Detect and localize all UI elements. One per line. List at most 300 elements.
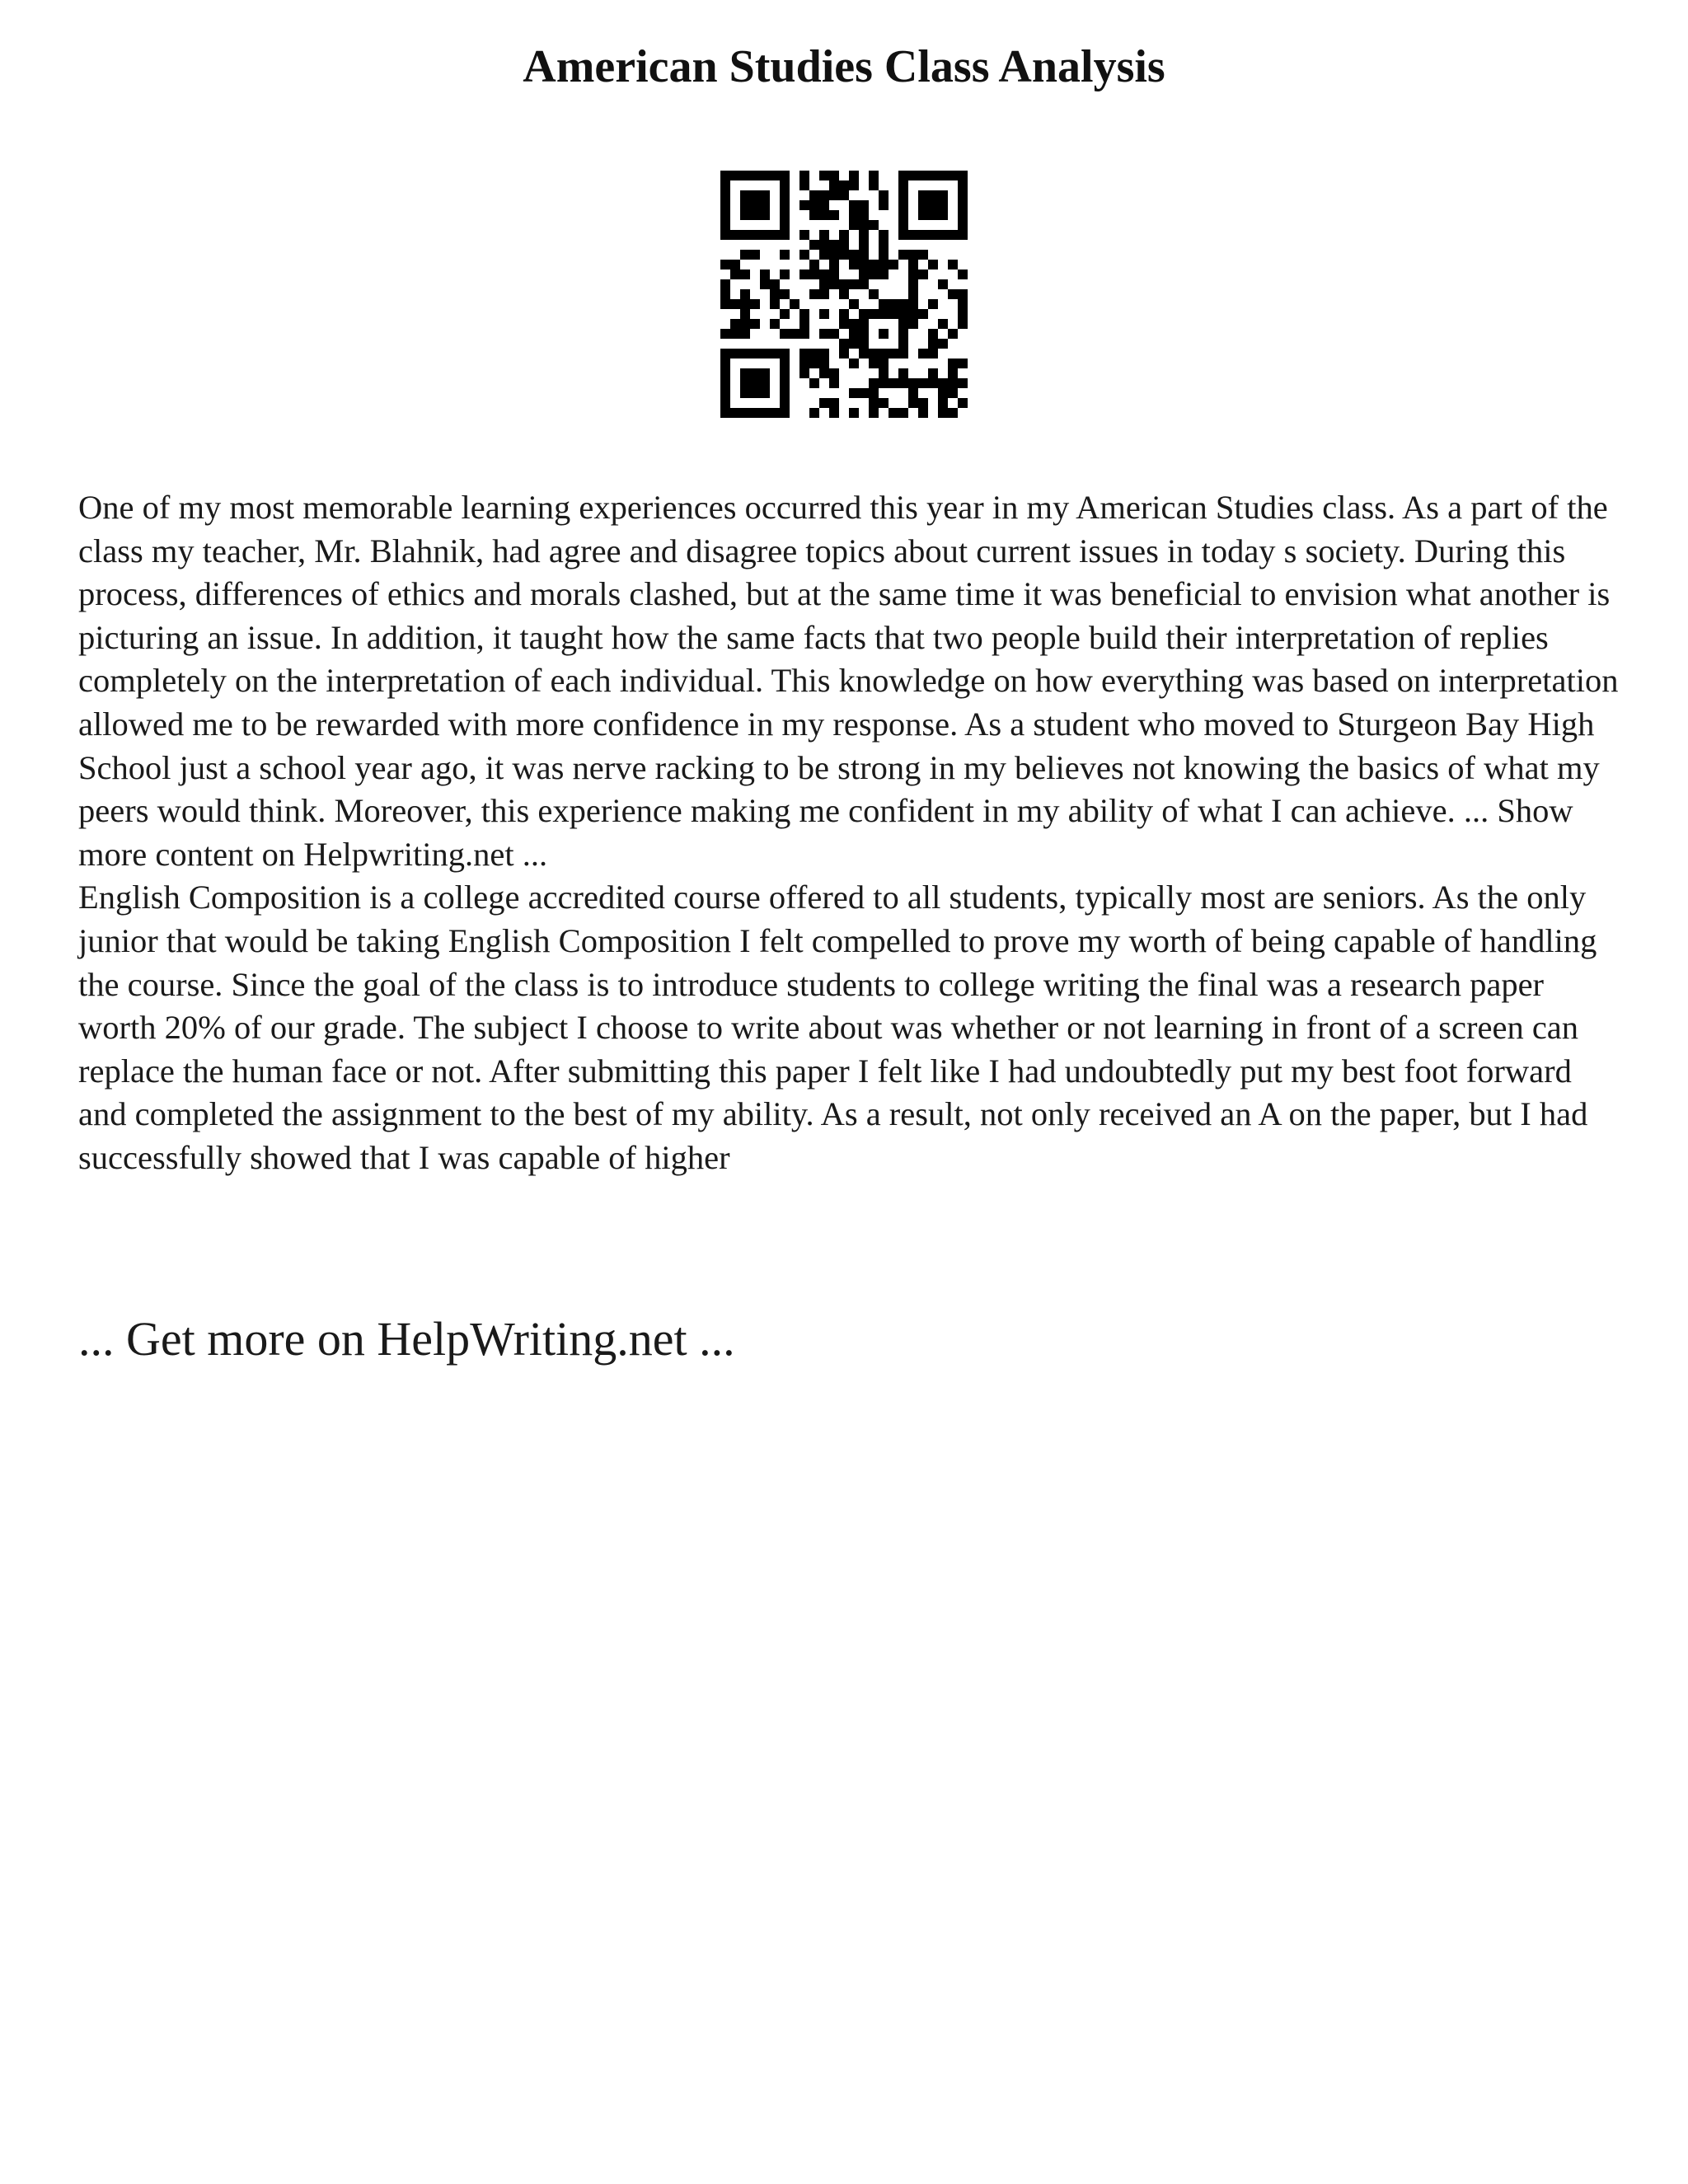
qr-module xyxy=(809,200,819,210)
qr-module xyxy=(898,299,908,309)
qr-module xyxy=(780,378,790,388)
qr-module xyxy=(948,368,958,378)
qr-module xyxy=(879,299,889,309)
qr-module xyxy=(750,190,760,200)
qr-module xyxy=(730,299,740,309)
qr-module xyxy=(879,269,889,279)
qr-module xyxy=(819,240,829,250)
qr-module xyxy=(760,378,770,388)
qr-module xyxy=(720,230,730,240)
qr-module xyxy=(829,368,839,378)
qr-module xyxy=(780,220,790,230)
qr-module xyxy=(720,260,730,269)
page-title: American Studies Class Analysis xyxy=(523,41,1165,92)
qr-module xyxy=(928,171,938,180)
paragraph: English Composition is a college accredited course offered to all students, typically most are seniors. As the only junior that would be taking English Composition I felt compelled to prove my worth of being capable of handling the course. Since the goal of the class is to introduce students to college writing the final was a research paper worth 20% of our grade. The subject I choose to write about was whether or not learning in front of a screen can replace the human face or not. After submitting this paper I felt like I had undoubtedly put my best foot forward and completed the assignment to the best of my ability. As a result, not only received an A on the paper, but I had successfully showed that I was capable of higher xyxy=(78,879,1597,1176)
qr-module xyxy=(740,299,750,309)
qr-module xyxy=(908,269,918,279)
qr-module xyxy=(928,210,938,220)
qr-module xyxy=(720,368,730,378)
qr-module xyxy=(898,349,908,359)
qr-module xyxy=(839,250,849,260)
qr-module xyxy=(760,190,770,200)
qr-module xyxy=(720,329,730,339)
qr-module xyxy=(879,398,889,408)
qr-module xyxy=(928,349,938,359)
qr-module xyxy=(760,349,770,359)
qr-module xyxy=(780,368,790,378)
qr-module xyxy=(750,368,760,378)
qr-module xyxy=(898,200,908,210)
qr-module xyxy=(869,408,879,418)
qr-module xyxy=(938,230,948,240)
qr-module xyxy=(799,329,809,339)
qr-module xyxy=(780,180,790,190)
qr-module xyxy=(730,329,740,339)
qr-module xyxy=(750,408,760,418)
qr-module xyxy=(879,260,889,269)
qr-module xyxy=(898,171,908,180)
qr-module xyxy=(780,190,790,200)
qr-module xyxy=(740,329,750,339)
qr-module xyxy=(740,378,750,388)
qr-module xyxy=(898,329,908,339)
qr-module xyxy=(839,230,849,240)
qr-module xyxy=(819,279,829,289)
qr-module xyxy=(740,200,750,210)
qr-module xyxy=(879,349,889,359)
get-more-link[interactable]: ... Get more on HelpWriting.net ... xyxy=(78,1312,735,1366)
qr-module xyxy=(740,368,750,378)
qr-module xyxy=(760,279,770,289)
qr-module xyxy=(819,230,829,240)
qr-module xyxy=(849,388,859,398)
qr-module xyxy=(760,388,770,398)
qr-module xyxy=(889,260,898,269)
qr-module xyxy=(908,398,918,408)
qr-module xyxy=(869,359,879,368)
qr-module xyxy=(908,388,918,398)
qr-module xyxy=(958,230,968,240)
qr-module xyxy=(879,250,889,260)
qr-module xyxy=(799,230,809,240)
qr-module xyxy=(799,309,809,319)
qr-module xyxy=(859,230,869,240)
qr-module xyxy=(829,240,839,250)
qr-module xyxy=(898,408,908,418)
qr-module xyxy=(809,210,819,220)
qr-module xyxy=(889,299,898,309)
qr-module xyxy=(790,329,799,339)
qr-module xyxy=(819,269,829,279)
qr-module xyxy=(770,171,780,180)
qr-module xyxy=(829,210,839,220)
qr-module xyxy=(958,319,968,329)
qr-module xyxy=(908,289,918,299)
qr-module xyxy=(849,220,859,230)
qr-module xyxy=(720,388,730,398)
qr-module xyxy=(829,398,839,408)
qr-module xyxy=(938,408,948,418)
qr-module xyxy=(849,180,859,190)
qr-module xyxy=(720,180,730,190)
qr-module xyxy=(780,171,790,180)
qr-module xyxy=(780,250,790,260)
qr-module xyxy=(730,269,740,279)
qr-module xyxy=(780,388,790,398)
qr-module xyxy=(889,349,898,359)
qr-module xyxy=(720,289,730,299)
qr-module xyxy=(879,329,889,339)
qr-module xyxy=(918,398,928,408)
qr-module xyxy=(829,378,839,388)
qr-module xyxy=(859,279,869,289)
qr-module xyxy=(879,359,889,368)
qr-module xyxy=(809,378,819,388)
qr-module xyxy=(849,339,859,349)
qr-module xyxy=(948,171,958,180)
qr-module xyxy=(839,349,849,359)
qr-module xyxy=(720,349,730,359)
qr-module xyxy=(720,398,730,408)
qr-module xyxy=(869,180,879,190)
qr-module xyxy=(829,279,839,289)
qr-module xyxy=(898,230,908,240)
qr-module xyxy=(879,309,889,319)
qr-module xyxy=(770,349,780,359)
qr-module xyxy=(859,240,869,250)
qr-module xyxy=(948,230,958,240)
qr-module xyxy=(819,289,829,299)
qr-module xyxy=(958,398,968,408)
qr-module xyxy=(908,319,918,329)
qr-module xyxy=(720,200,730,210)
qr-module xyxy=(938,171,948,180)
qr-module xyxy=(770,408,780,418)
qr-module xyxy=(740,190,750,200)
qr-module xyxy=(948,378,958,388)
qr-module xyxy=(849,408,859,418)
qr-module xyxy=(889,408,898,418)
qr-module xyxy=(869,220,879,230)
qr-module xyxy=(908,299,918,309)
qr-module xyxy=(740,269,750,279)
qr-module xyxy=(918,171,928,180)
qr-module xyxy=(760,200,770,210)
qr-module xyxy=(849,260,859,269)
qr-module xyxy=(829,171,839,180)
qr-module xyxy=(839,309,849,319)
qr-module xyxy=(958,180,968,190)
qr-module xyxy=(799,349,809,359)
qr-code-icon xyxy=(720,171,968,418)
qr-module xyxy=(799,180,809,190)
qr-module xyxy=(740,250,750,260)
qr-module xyxy=(938,339,948,349)
qr-module xyxy=(770,319,780,329)
qr-module xyxy=(819,398,829,408)
qr-module xyxy=(760,210,770,220)
qr-module xyxy=(938,190,948,200)
qr-module xyxy=(958,378,968,388)
qr-module xyxy=(819,171,829,180)
qr-module xyxy=(780,349,790,359)
qr-module xyxy=(938,398,948,408)
qr-module xyxy=(760,368,770,378)
qr-module xyxy=(819,349,829,359)
qr-module xyxy=(948,260,958,269)
qr-module xyxy=(799,368,809,378)
qr-module xyxy=(958,359,968,368)
qr-module xyxy=(849,359,859,368)
qr-module xyxy=(869,398,879,408)
qr-module xyxy=(849,279,859,289)
qr-module xyxy=(770,279,780,289)
qr-module xyxy=(829,269,839,279)
qr-module xyxy=(859,339,869,349)
qr-module xyxy=(928,200,938,210)
qr-module xyxy=(958,289,968,299)
qr-module xyxy=(928,339,938,349)
qr-module xyxy=(780,289,790,299)
qr-module xyxy=(720,299,730,309)
qr-module xyxy=(740,388,750,398)
qr-module xyxy=(908,378,918,388)
qr-module xyxy=(770,230,780,240)
qr-module xyxy=(839,289,849,299)
qr-module xyxy=(819,210,829,220)
qr-module xyxy=(898,180,908,190)
qr-module xyxy=(948,289,958,299)
qr-module xyxy=(799,359,809,368)
qr-module xyxy=(809,240,819,250)
qr-module xyxy=(918,250,928,260)
qr-module xyxy=(750,299,760,309)
qr-module xyxy=(869,260,879,269)
qr-module xyxy=(938,378,948,388)
qr-module xyxy=(958,200,968,210)
qr-module xyxy=(730,349,740,359)
qr-module xyxy=(750,210,760,220)
qr-module xyxy=(829,329,839,339)
qr-module xyxy=(938,388,948,398)
qr-module xyxy=(750,200,760,210)
qr-module xyxy=(720,408,730,418)
qr-module xyxy=(859,388,869,398)
qr-module xyxy=(760,230,770,240)
qr-module xyxy=(750,250,760,260)
qr-module xyxy=(958,309,968,319)
qr-module xyxy=(750,378,760,388)
qr-module xyxy=(780,398,790,408)
qr-module xyxy=(809,408,819,418)
qr-module xyxy=(908,309,918,319)
qr-module xyxy=(908,250,918,260)
qr-module xyxy=(740,171,750,180)
qr-module xyxy=(849,329,859,339)
qr-module xyxy=(740,309,750,319)
qr-module xyxy=(730,171,740,180)
qr-module xyxy=(879,368,889,378)
qr-module xyxy=(918,190,928,200)
qr-module xyxy=(849,171,859,180)
qr-module xyxy=(869,289,879,299)
qr-module xyxy=(839,240,849,250)
qr-module xyxy=(740,210,750,220)
qr-module xyxy=(839,319,849,329)
qr-module xyxy=(829,260,839,269)
qr-module xyxy=(829,250,839,260)
qr-module xyxy=(780,408,790,418)
qr-module xyxy=(849,210,859,220)
qr-module xyxy=(898,210,908,220)
qr-module xyxy=(859,220,869,230)
qr-module xyxy=(938,200,948,210)
qr-module xyxy=(908,230,918,240)
qr-module xyxy=(859,309,869,319)
qr-module xyxy=(780,210,790,220)
qr-module xyxy=(859,349,869,359)
qr-module xyxy=(720,190,730,200)
qr-module xyxy=(889,378,898,388)
qr-module xyxy=(809,349,819,359)
qr-module xyxy=(819,359,829,368)
qr-module xyxy=(869,171,879,180)
qr-module xyxy=(839,339,849,349)
qr-module xyxy=(908,171,918,180)
qr-module xyxy=(819,329,829,339)
qr-module xyxy=(780,309,790,319)
qr-module xyxy=(740,319,750,329)
qr-module xyxy=(780,200,790,210)
qr-module xyxy=(879,200,889,210)
qr-module xyxy=(839,279,849,289)
qr-module xyxy=(859,319,869,329)
qr-module xyxy=(938,319,948,329)
qr-module xyxy=(740,230,750,240)
qr-module xyxy=(819,250,829,260)
qr-module xyxy=(918,230,928,240)
qr-module xyxy=(898,190,908,200)
qr-module xyxy=(928,368,938,378)
qr-module xyxy=(809,269,819,279)
qr-module xyxy=(879,240,889,250)
qr-module xyxy=(958,190,968,200)
qr-module xyxy=(918,309,928,319)
qr-module xyxy=(730,230,740,240)
qr-module xyxy=(849,200,859,210)
qr-module xyxy=(928,260,938,269)
qr-module xyxy=(918,349,928,359)
qr-module xyxy=(819,200,829,210)
qr-module xyxy=(809,190,819,200)
qr-module xyxy=(889,309,898,319)
qr-module xyxy=(809,260,819,269)
qr-module xyxy=(948,329,958,339)
qr-module xyxy=(829,408,839,418)
qr-module xyxy=(958,171,968,180)
qr-module xyxy=(750,349,760,359)
qr-module xyxy=(799,319,809,329)
qr-module xyxy=(740,349,750,359)
qr-module xyxy=(720,210,730,220)
qr-module xyxy=(948,408,958,418)
qr-module xyxy=(750,388,760,398)
qr-module xyxy=(928,329,938,339)
qr-module xyxy=(859,329,869,339)
qr-module xyxy=(928,230,938,240)
qr-module xyxy=(839,190,849,200)
qr-module xyxy=(780,230,790,240)
qr-module xyxy=(898,309,908,319)
qr-module xyxy=(918,378,928,388)
qr-module xyxy=(750,230,760,240)
qr-module xyxy=(849,299,859,309)
qr-module xyxy=(770,289,780,299)
qr-module xyxy=(750,319,760,329)
qr-module xyxy=(829,190,839,200)
qr-module xyxy=(720,378,730,388)
qr-module xyxy=(730,319,740,329)
qr-module xyxy=(928,378,938,388)
qr-module xyxy=(720,359,730,368)
qr-module xyxy=(879,190,889,200)
qr-module xyxy=(799,269,809,279)
qr-module xyxy=(898,220,908,230)
qr-module xyxy=(908,260,918,269)
qr-module xyxy=(780,329,790,339)
qr-module xyxy=(928,190,938,200)
qr-module xyxy=(928,299,938,309)
qr-module xyxy=(780,269,790,279)
qr-module xyxy=(730,260,740,269)
qr-module xyxy=(809,289,819,299)
qr-module xyxy=(898,368,908,378)
qr-module xyxy=(948,388,958,398)
qr-code-graphic xyxy=(720,171,968,418)
qr-module xyxy=(760,171,770,180)
qr-module xyxy=(869,388,879,398)
qr-module xyxy=(819,368,829,378)
qr-module xyxy=(809,359,819,368)
qr-module xyxy=(938,210,948,220)
qr-module xyxy=(839,180,849,190)
qr-module xyxy=(770,299,780,309)
qr-module xyxy=(958,269,968,279)
qr-module xyxy=(908,279,918,289)
qr-module xyxy=(720,171,730,180)
qr-module xyxy=(819,190,829,200)
qr-module xyxy=(760,408,770,418)
qr-module xyxy=(898,319,908,329)
qr-module xyxy=(958,299,968,309)
qr-module xyxy=(918,200,928,210)
qr-module xyxy=(790,299,799,309)
qr-module xyxy=(859,250,869,260)
qr-module xyxy=(918,269,928,279)
article-body xyxy=(78,486,1628,1180)
qr-module xyxy=(869,349,879,359)
qr-module xyxy=(859,200,869,210)
qr-module xyxy=(938,279,948,289)
qr-module xyxy=(819,309,829,319)
qr-module xyxy=(740,408,750,418)
qr-module xyxy=(849,319,859,329)
qr-module xyxy=(869,378,879,388)
qr-module xyxy=(799,200,809,210)
qr-module xyxy=(859,260,869,269)
qr-module xyxy=(720,220,730,230)
